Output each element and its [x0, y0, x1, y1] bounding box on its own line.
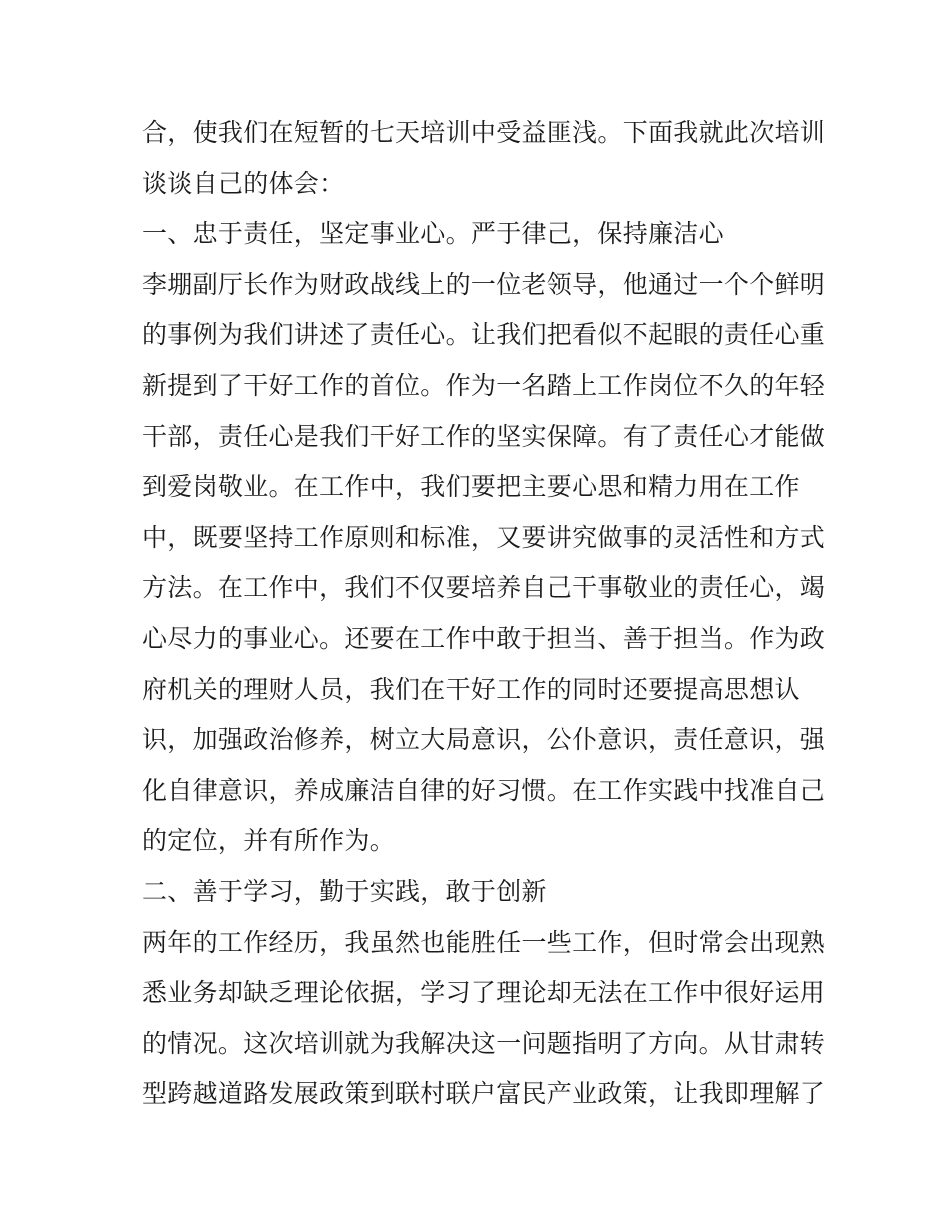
section-heading: 二、善于学习，勤于实践，敢于创新: [142, 876, 547, 906]
text-line: 悉业务却缺乏理论依据，学习了理论却无法在工作中很好运用: [142, 978, 826, 1008]
text-line: 合，使我们在短暂的七天培训中受益匪浅。下面我就此次培训: [142, 118, 826, 147]
text-line: 干部，责任心是我们干好工作的坚实保障。有了责任心才能做: [142, 421, 826, 451]
text-line: 识，加强政治修养，树立大局意识，公仆意识，责任意识，强: [142, 725, 826, 755]
text-line: 新提到了干好工作的首位。作为一名踏上工作岗位不久的年轻: [142, 370, 826, 400]
text-line: 的定位，并有所作为。: [142, 826, 396, 856]
text-line: 中，既要坚持工作原则和标准，又要讲究做事的灵活性和方式: [142, 522, 826, 552]
text-line: 府机关的理财人员，我们在干好工作的同时还要提高思想认: [142, 674, 800, 704]
text-line: 心尽力的事业心。还要在工作中敢于担当、善于担当。作为政: [142, 623, 826, 653]
text-line: 的情况。这次培训就为我解决这一问题指明了方向。从甘肃转: [142, 1028, 826, 1058]
text-line: 谈谈自己的体会：: [142, 168, 345, 198]
section-heading: 一、忠于责任，坚定事业心。严于律己，保持廉洁心: [142, 219, 724, 249]
text-line: 型跨越道路发展政策到联村联户富民产业政策，让我即理解了: [142, 1079, 826, 1109]
text-line: 李堋副厅长作为财政战线上的一位老领导，他通过一个个鲜明: [142, 269, 826, 299]
text-line: 两年的工作经历，我虽然也能胜任一些工作，但时常会出现熟: [142, 927, 826, 957]
text-line: 化自律意识，养成廉洁自律的好习惯。在工作实践中找准自己: [142, 775, 826, 805]
text-line: 方法。在工作中，我们不仅要培养自己干事敬业的责任心，竭: [142, 573, 826, 603]
text-line: 的事例为我们讲述了责任心。让我们把看似不起眼的责任心重: [142, 320, 826, 350]
document-body: [142, 108, 826, 1120]
text-line: 到爱岗敬业。在工作中，我们要把主要心思和精力用在工作: [142, 472, 800, 502]
